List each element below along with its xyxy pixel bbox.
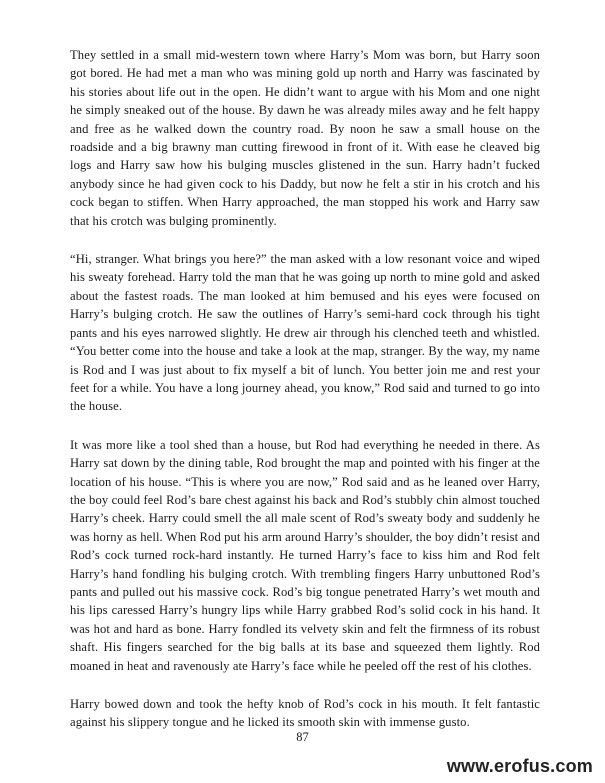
watermark: www.erofus.com bbox=[446, 756, 593, 776]
page-number: 87 bbox=[296, 730, 309, 744]
body-text bbox=[70, 46, 540, 752]
paragraph-3: It was more like a tool shed than a house, but Rod had everything he needed in there. As Harry sat down by the dining table, Rod brought the map and pointed with his finger at the location of his house. “This is where you are now,” Rod said and as he leaned over Harry, the boy could feel Rod’s bare chest against his back and Rod’s stubbly chin almost touched Harry’s cheek. Harry could smell the all male scent of Rod’s sweaty body and suddenly he was horny as hell. When Rod put his arm around Harry’s shoulder, the boy didn’t resist and Rod’s cock turned rock-hard instantly. He turned Harry’s face to kiss him and Rod felt Harry’s hand fondling his bulging crotch. With trembling fingers Harry unbuttoned Rod’s pants and pulled out his massive cock. Rod’s big tongue penetrated Harry’s wet mouth and his lips caressed Harry’s hungry lips while Harry grabbed Rod’s solid cock in his hand. It was hot and hard as bone. Harry fondled its velvety skin and felt the firmness of its robust shaft. His fingers searched for the big balls at its base and squeezed them lightly. Rod moaned in heat and ravenously ate Harry’s face while he peeled off the rest of his clothes. bbox=[70, 437, 540, 673]
paragraph-2: “Hi, stranger. What brings you here?” the man asked with a low resonant voice and wiped his sweaty forehead. Harry told the man that he was going up north to mine gold and asked about the fastest roads. The man looked at him bemused and his eyes were focused on Harry’s bulging crotch. He saw the outlines of Harry’s semi-hard cock through his tight pants and his eyes narrowed slightly. He drew air through his clenched teeth and whistled. “You better come into the house and take a look at the map, stranger. By the way, my name is Rod and I was just about to fix myself a bit of lunch. You better join me and rest your feet for a while. You have a long journey ahead, you know,” Rod said and turned to go into the house. bbox=[70, 252, 540, 414]
paragraph-4: Harry bowed down and took the hefty knob of Rod’s cock in his mouth. It felt fantastic against his slippery tongue and he licked its smooth skin with immense gusto. bbox=[70, 697, 540, 730]
paragraph-1: They settled in a small mid-western town where Harry’s Mom was born, but Harry soon got bored. He had met a man who was mining gold up north and Harry was fascinated by his stories about life out in the open. He didn’t want to argue with his Mom and one night he simply sneaked out of the house. By dawn he was already miles away and he felt happy and free as he walked down the country road. By noon he saw a small house on the roadside and a big brawny man cutting firewood in front of it. With ease he cleaved big logs and Harry saw how his bulging muscles glistened in the sun. Harry hadn’t fucked anybody since he had given cock to his Daddy, but now he felt a stir in his crotch and his cock began to stiffen. When Harry approached, the man stopped his work and Harry saw that his crotch was bulging prominently. bbox=[70, 48, 540, 228]
